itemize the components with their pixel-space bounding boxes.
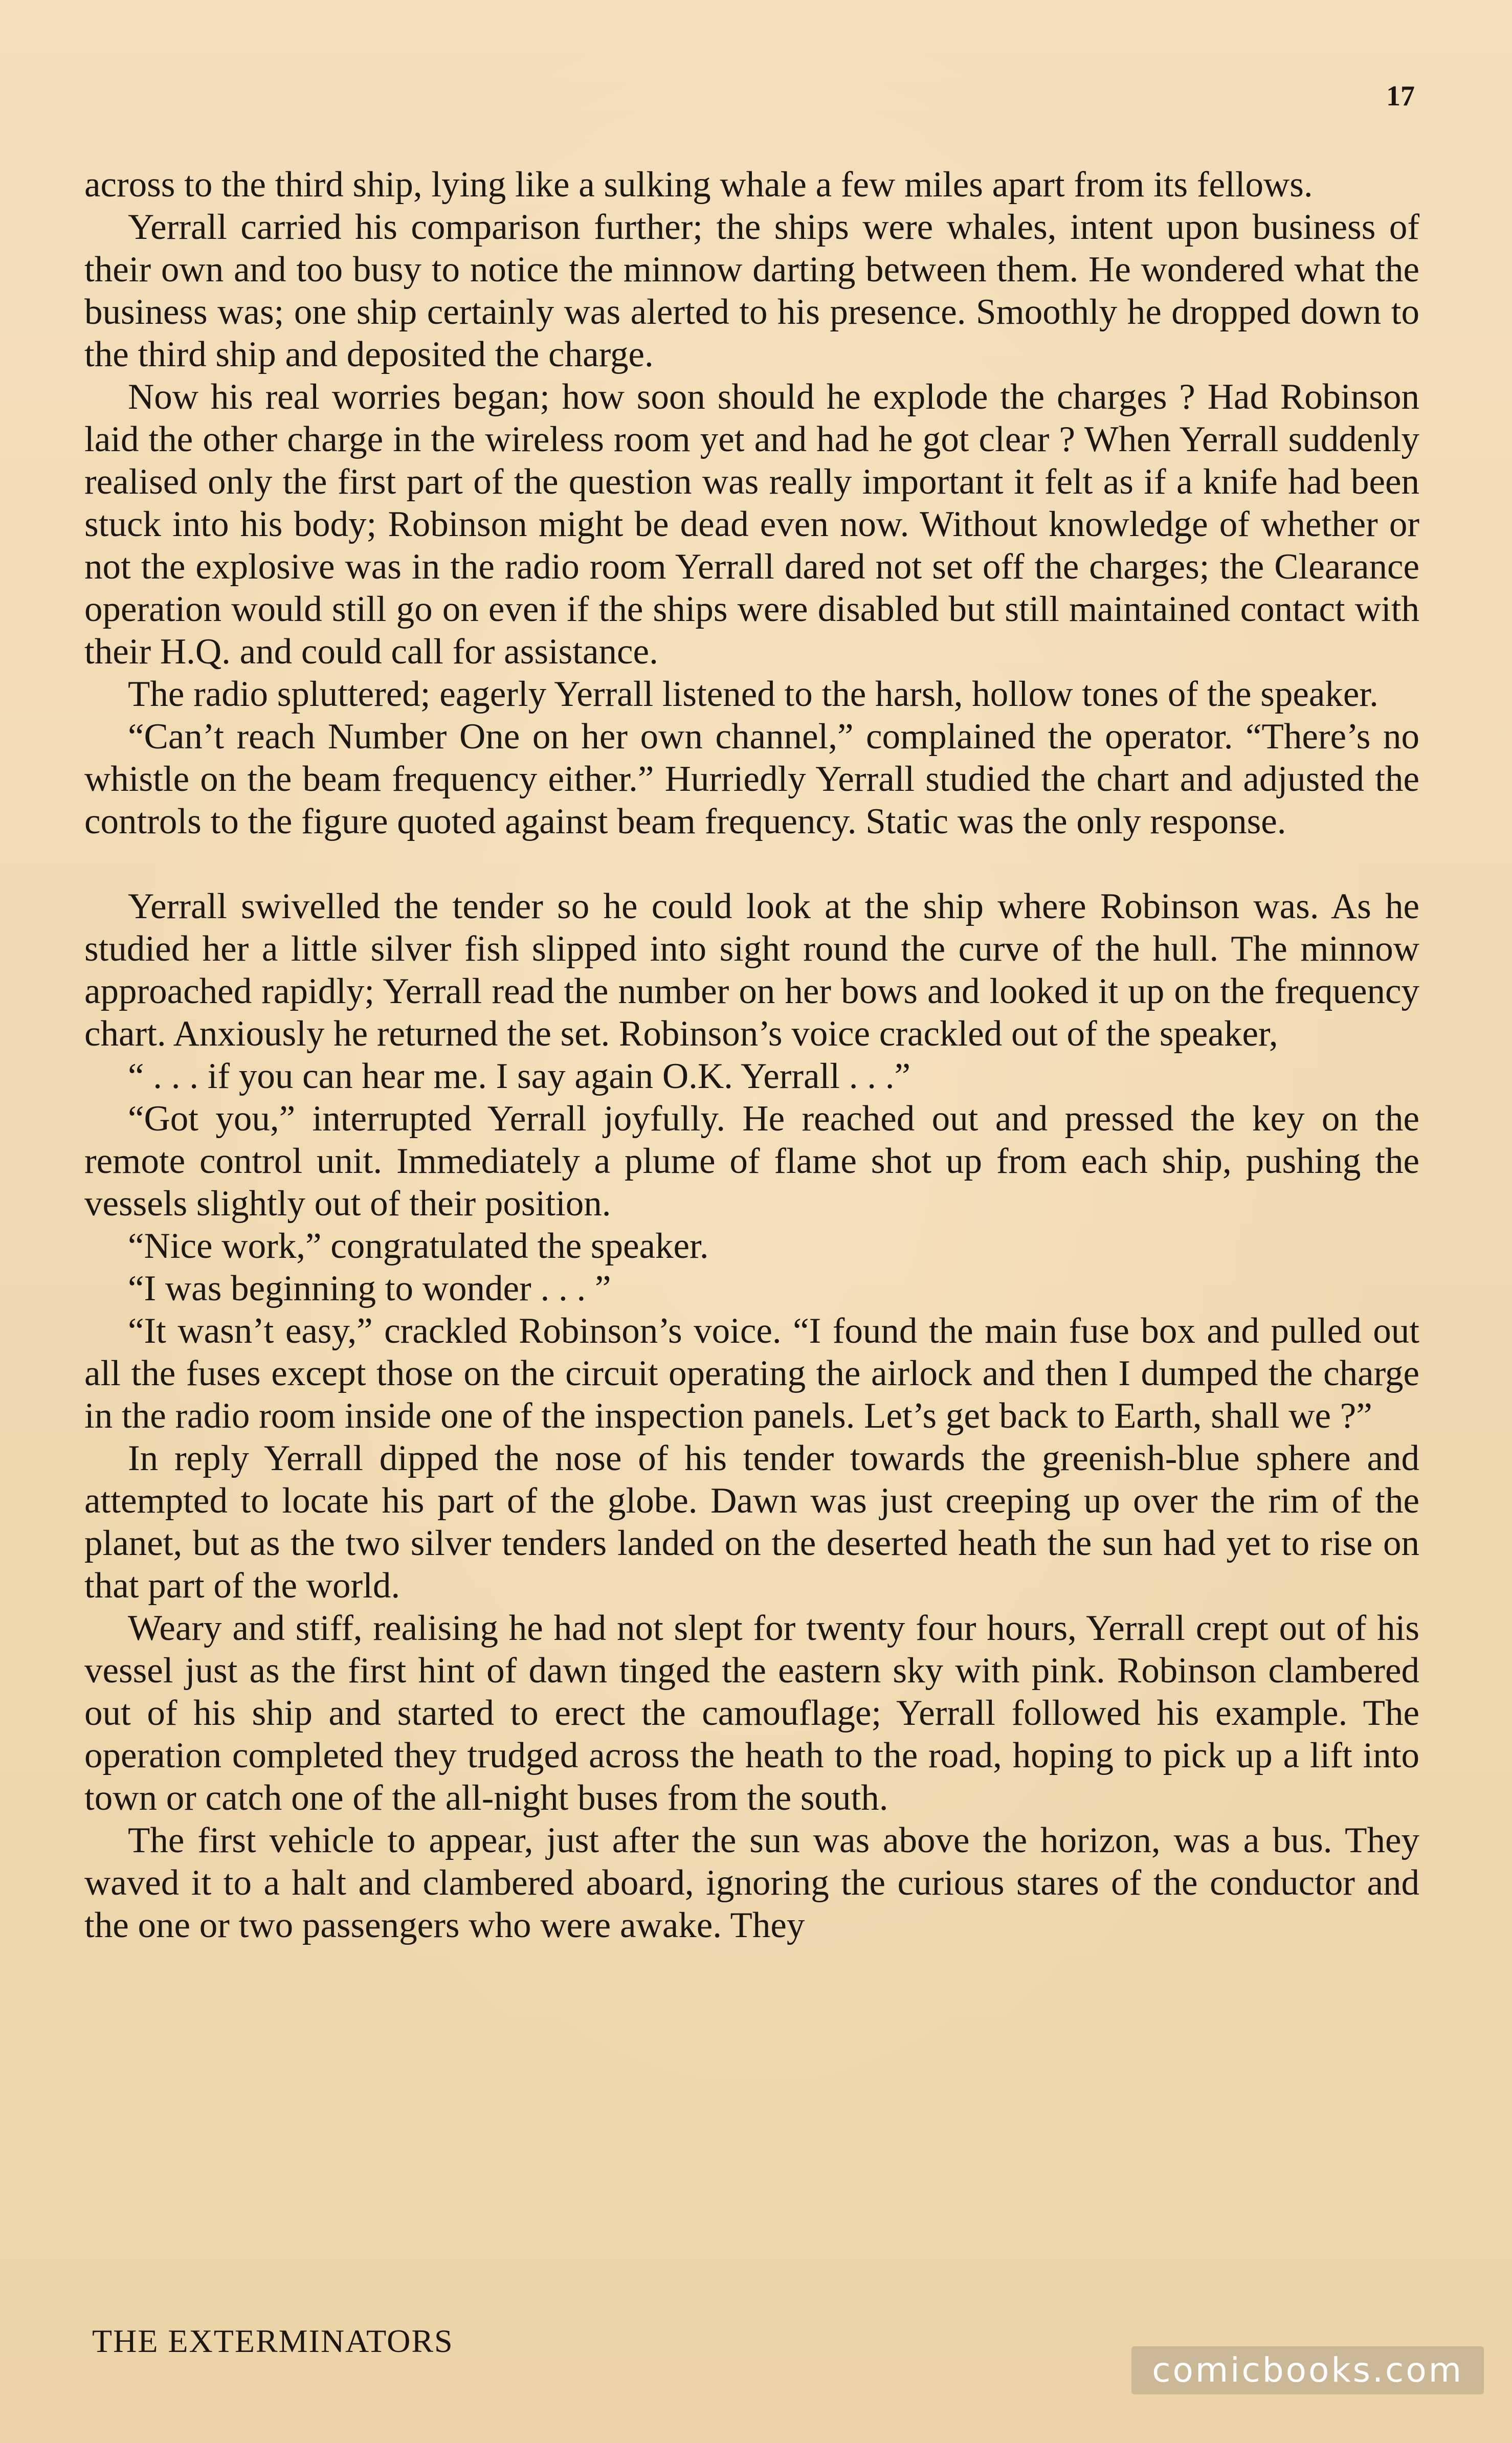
paragraph: Yerrall carried his comparison further; the ships were whales, intent upon business of their own and too busy to notice the minnow darting between them. He wondered what the business was; one ship certainly was alerted to his presence. Smoothly he dropped down to the third ship and deposited the charge. bbox=[84, 207, 1419, 374]
paragraph: Now his real worries began; how soon should he explode the charges ? Had Robinson laid the other charge in the wireless room yet and had he got clear ? When Yerrall suddenly realised only the first part of the question was really important it felt as if a knife had been stuck into his body; Robinson might be dead even now. Without knowledge of whether or not the explosive was in the radio room Yerrall dared not set off the charges; the Clearance operation would still go on even if the ships were disabled but still maintained contact with their H.Q. and could call for assistance. bbox=[84, 377, 1419, 672]
paragraph: across to the third ship, lying like a sulking whale a few miles apart from its fellows. bbox=[84, 165, 1313, 205]
paragraph: “ . . . if you can hear me. I say again O.K. Yerrall . . .” bbox=[128, 1056, 910, 1096]
running-footer-title: THE EXTERMINATORS bbox=[92, 2323, 454, 2359]
paragraph: Yerrall swivelled the tender so he could look at the ship where Robinson was. As he studied her a little silver fish slipped into sight round the curve of the hull. The minnow approached rapidly; Yerrall read the number on her bows and looked it up on the frequency chart. Anxiously he returned the set. Robinson’s voice crackled out of the speaker, bbox=[84, 886, 1419, 1054]
paragraph: “Got you,” interrupted Yerrall joyfully. He reached out and pressed the key on the remote control unit. Immediately a plume of flame shot up from each ship, pushing the vessels slightly out of their position. bbox=[84, 1099, 1419, 1224]
paragraph: “It wasn’t easy,” crackled Robinson’s voice. “I found the main fuse box and pulled out all the fuses except those on the circuit operating the airlock and then I dumped the charge in the radio room inside one of the inspection panels. Let’s get back to Earth, shall we ?” bbox=[84, 1311, 1419, 1436]
section-break bbox=[84, 843, 1419, 885]
watermark: comicbooks.com bbox=[1131, 2346, 1484, 2394]
paragraph: The first vehicle to appear, just after the sun was above the horizon, was a bus. They waved it to a halt and clambered aboard, ignoring the curious stares of the conductor and the one or two passengers who were awake. They bbox=[84, 1820, 1419, 1945]
paragraph: In reply Yerrall dipped the nose of his tender towards the greenish-blue sphere and attempted to locate his part of the globe. Dawn was just creeping up over the rim of the planet, but as the two silver tenders landed on the deserted heath the sun had yet to rise on that part of the world. bbox=[84, 1438, 1419, 1606]
paragraph: “Nice work,” congratulated the speaker. bbox=[128, 1226, 709, 1266]
page-number: 17 bbox=[1386, 80, 1415, 112]
paragraph: “Can’t reach Number One on her own channel,” complained the operator. “There’s no whistle on the beam frequency either.” Hurriedly Yerrall studied the chart and adjusted the controls to the figure quoted against beam frequency. Static was the only response. bbox=[84, 717, 1419, 841]
paragraph: The radio spluttered; eagerly Yerrall listened to the harsh, hollow tones of the speaker. bbox=[128, 674, 1378, 714]
body-text bbox=[84, 164, 1419, 1947]
paragraph: Weary and stiff, realising he had not slept for twenty four hours, Yerrall crept out of his vessel just as the first hint of dawn tinged the eastern sky with pink. Robinson clambered out of his ship and started to erect the camouflage; Yerrall followed his example. The operation completed they trudged across the heath to the road, hoping to pick up a lift into town or catch one of the all-night buses from the south. bbox=[84, 1608, 1419, 1818]
paragraph: “I was beginning to wonder . . . ” bbox=[128, 1269, 611, 1308]
